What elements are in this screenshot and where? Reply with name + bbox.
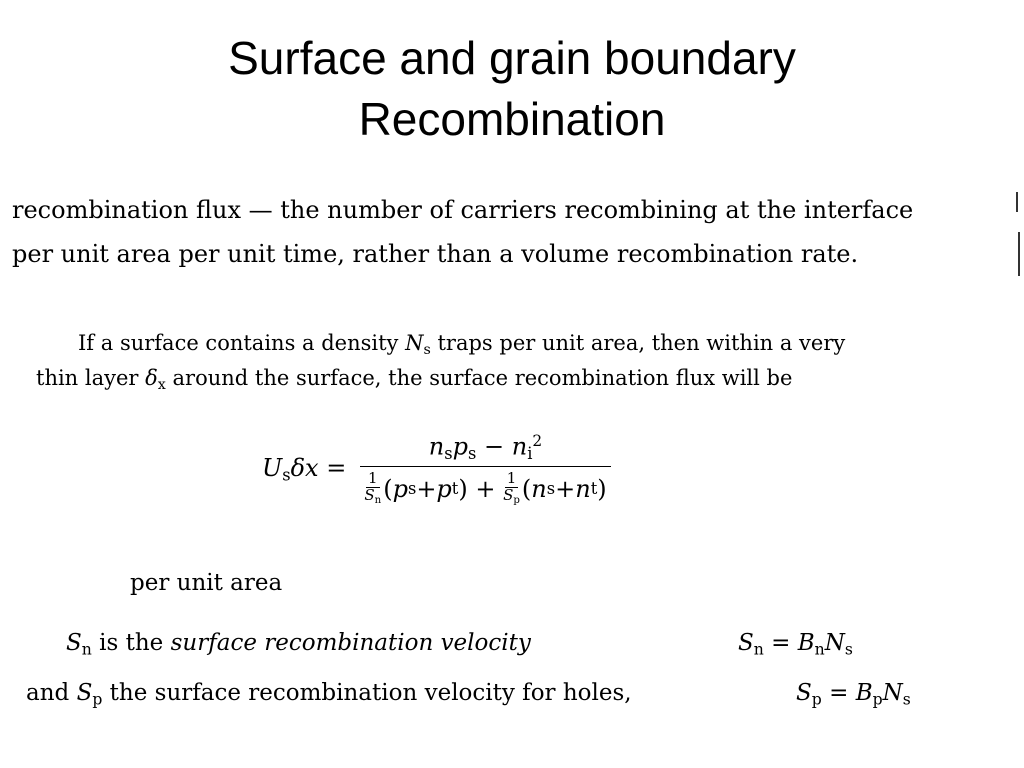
equation-lhs: $U_s\delta x$ = [262,453,347,485]
slide-title [0,28,1024,150]
symbol-ns: $N_s$ [405,331,431,358]
sp-equation: $S_p = B_pN_s$ [796,680,911,709]
equation-denominator: 1 $S_n$ ( p s + p t ) + 1 $S_p$ ( n s + n t ) [360,466,610,506]
scan-edge-mark [1016,192,1018,212]
paragraph-line-1-end: traps per unit area, then within a very [437,331,846,355]
symbol-delta-x: $\delta_x$ [145,366,166,393]
equation-numerator: $n_sp_s - n_i^2$ [428,432,543,463]
sn-definition [66,630,531,658]
sp-definition-punct: , [624,680,632,706]
intro-line-1: recombination flux — the number of carriers recombining at the interface [12,196,914,224]
fraction-one-over-sn: 1 $S_n$ [364,469,382,506]
surface-recombination-flux-equation [262,432,611,506]
sp-definition [26,680,632,708]
sp-definition-and: and [26,680,70,706]
sn-equation: $S_n = B_nN_s$ [738,630,853,659]
title-line-2: Recombination [358,93,666,145]
symbol-sn: $S_n$ [66,630,92,659]
paragraph-line-1-start: If a surface contains a density [78,331,399,355]
title-line-1: Surface and grain boundary [228,32,796,84]
fraction-one-over-sp: 1 $S_p$ [503,469,520,506]
intro-line-2: per unit area per unit time, rather than a volume recombination rate. [12,240,859,268]
scan-edge-mark [1018,232,1020,276]
equation-fraction [360,432,610,506]
sp-definition-text: the surface recombination velocity for holes [109,680,625,706]
per-unit-area-label: per unit area [130,570,283,596]
paragraph-line-2-end: around the surface, the surface recombination flux will be [172,366,793,390]
sn-definition-text: is the [99,630,164,656]
symbol-sp: $S_p$ [76,680,103,709]
paragraph-line-1 [78,331,845,358]
sn-definition-term: surface recombination velocity [170,630,531,656]
paragraph-line-2-start: thin layer [36,366,139,390]
paragraph-line-2 [36,366,792,393]
